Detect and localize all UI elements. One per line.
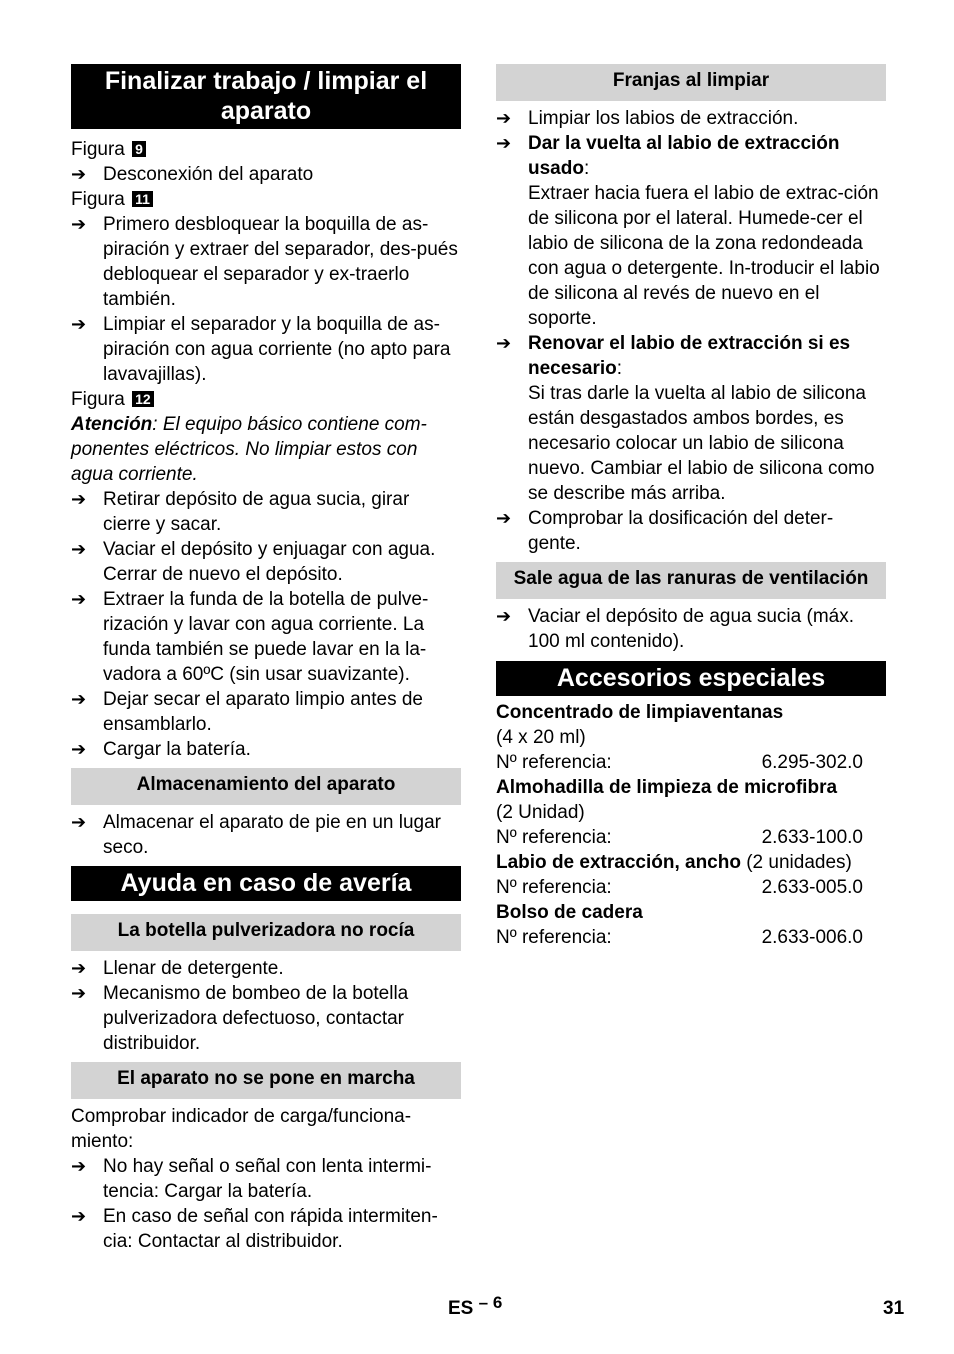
- right-arrow-icon: ➔: [71, 314, 87, 334]
- figure-ref-11: Figura 11: [71, 187, 461, 212]
- accessory-name: Bolso de cadera: [496, 902, 643, 923]
- heading-botella: La botella pulverizadora no rocía: [71, 914, 461, 951]
- heading-ranuras: Sale agua de las ranuras de ventilación: [496, 562, 886, 599]
- figure-ref-9: Figura 9: [71, 137, 461, 162]
- list-item: ➔ Dejar secar el aparato limpio antes de ensamblarlo.: [71, 689, 424, 735]
- heading-finalizar: Finalizar trabajo / limpiar el aparato: [71, 64, 461, 129]
- right-arrow-icon: ➔: [496, 133, 512, 153]
- attention-note: Atención: El equipo básico contiene com-ponentes eléctricos. No limpiar estos con agua corriente.: [71, 414, 427, 485]
- heading-ayuda: Ayuda en caso de avería: [71, 866, 461, 901]
- indented-paragraph: Si tras darle la vuelta al labio de silicona están desgastados ambos bordes, es necesario colocar un labio de silicona nuevo. Cambiar el labio de silicona como se describe más arriba.: [528, 383, 875, 504]
- right-arrow-icon: ➔: [71, 958, 87, 978]
- reference-number: 2.633-006.0: [761, 927, 863, 948]
- accessory-reference-row: Nº referencia: 2.633-006.0: [496, 927, 863, 948]
- list-item: ➔ Renovar el labio de extracción si es necesario:: [496, 333, 851, 379]
- accessory-name-line: Labio de extracción, ancho (2 unidades): [496, 852, 852, 873]
- figure-number-badge: 9: [132, 141, 146, 157]
- list-item: ➔ En caso de señal con rápida intermiten-cia: Contactar al distribuidor.: [71, 1206, 438, 1252]
- reference-number: 6.295-302.0: [761, 752, 863, 773]
- list-item: ➔ Desconexión del aparato: [71, 164, 314, 185]
- paragraph: Comprobar indicador de carga/funciona-miento:: [71, 1106, 412, 1152]
- list-item: ➔ Vaciar el depósito y enjuagar con agua. Cerrar de nuevo el depósito.: [71, 539, 436, 585]
- list-item: ➔ Mecanismo de bombeo de la botella pulverizadora defectuoso, contactar distribuidor.: [71, 983, 409, 1054]
- list-item: ➔ Primero desbloquear la boquilla de as-piración y extraer del separador, des-pués debloquear el separador y ex-traerlo también.: [71, 214, 458, 310]
- accessory-name: Concentrado de limpiaventanas: [496, 702, 784, 723]
- right-arrow-icon: ➔: [71, 539, 87, 559]
- accessory-reference-row: Nº referencia: 6.295-302.0: [496, 752, 863, 773]
- right-arrow-icon: ➔: [496, 333, 512, 353]
- list-item: ➔ No hay señal o señal con lenta intermi-tencia: Cargar la batería.: [71, 1156, 432, 1202]
- list-item: ➔ Retirar depósito de agua sucia, girar cierre y sacar.: [71, 489, 410, 535]
- right-arrow-icon: ➔: [71, 489, 87, 509]
- footer-section-number: – 6: [478, 1293, 503, 1312]
- page-number: 31: [883, 1298, 905, 1319]
- heading-almacenamiento: Almacenamiento del aparato: [71, 768, 461, 805]
- right-arrow-icon: ➔: [71, 214, 87, 234]
- right-arrow-icon: ➔: [496, 508, 512, 528]
- right-column: [496, 64, 886, 950]
- list-item: ➔ Almacenar el aparato de pie en un lugar seco.: [71, 812, 442, 858]
- right-arrow-icon: ➔: [71, 164, 87, 184]
- accessory-reference-row: Nº referencia: 2.633-005.0: [496, 877, 863, 898]
- reference-number: 2.633-005.0: [761, 877, 863, 898]
- heading-franjas: Franjas al limpiar: [496, 64, 886, 101]
- accessory-name: Almohadilla de limpieza de microfibra: [496, 777, 838, 798]
- list-item: ➔ Vaciar el depósito de agua sucia (máx. 100 ml contenido).: [496, 606, 854, 652]
- right-arrow-icon: ➔: [71, 739, 87, 759]
- right-arrow-icon: ➔: [71, 1156, 87, 1176]
- left-column: [71, 64, 461, 1254]
- list-item: ➔ Llenar de detergente.: [71, 958, 284, 979]
- list-item: ➔ Cargar la batería.: [71, 739, 251, 760]
- reference-number: 2.633-100.0: [761, 827, 863, 848]
- right-arrow-icon: ➔: [71, 689, 87, 709]
- right-arrow-icon: ➔: [71, 1206, 87, 1226]
- list-item: ➔ Extraer la funda de la botella de pulve-rización y lavar con agua corriente. La funda también se puede lavar en la la-vadora a 60ºC (sin usar suavizante).: [71, 589, 429, 685]
- right-arrow-icon: ➔: [71, 983, 87, 1003]
- figure-number-badge: 12: [132, 391, 154, 407]
- right-arrow-icon: ➔: [496, 606, 512, 626]
- footer-language: ES – 6: [448, 1293, 503, 1319]
- heading-accesorios: Accesorios especiales: [496, 661, 886, 696]
- list-item: ➔ Comprobar la dosificación del deter-gente.: [496, 508, 834, 554]
- right-arrow-icon: ➔: [71, 812, 87, 832]
- accessory-quantity: (4 x 20 ml): [496, 727, 586, 748]
- list-item: ➔ Dar la vuelta al labio de extracción usado:: [496, 133, 840, 179]
- indented-paragraph: Extraer hacia fuera el labio de extrac-ción de silicona por el lateral. Humede-cer el labio de silicona de la zona redondeada con agua o detergente. In-troducir el labio de silicona al revés de nuevo en el soporte.: [528, 183, 880, 329]
- list-item: ➔ Limpiar el separador y la boquilla de as-piración con agua corriente (no apto para lavavajillas).: [71, 314, 451, 385]
- right-arrow-icon: ➔: [71, 589, 87, 609]
- accessory-quantity: (2 Unidad): [496, 802, 585, 823]
- heading-no-arranca: El aparato no se pone en marcha: [71, 1062, 461, 1099]
- figure-ref-12: Figura 12: [71, 387, 461, 412]
- right-arrow-icon: ➔: [496, 108, 512, 128]
- accessory-reference-row: Nº referencia: 2.633-100.0: [496, 827, 863, 848]
- figure-number-badge: 11: [132, 191, 153, 207]
- list-item: ➔ Limpiar los labios de extracción.: [496, 108, 799, 129]
